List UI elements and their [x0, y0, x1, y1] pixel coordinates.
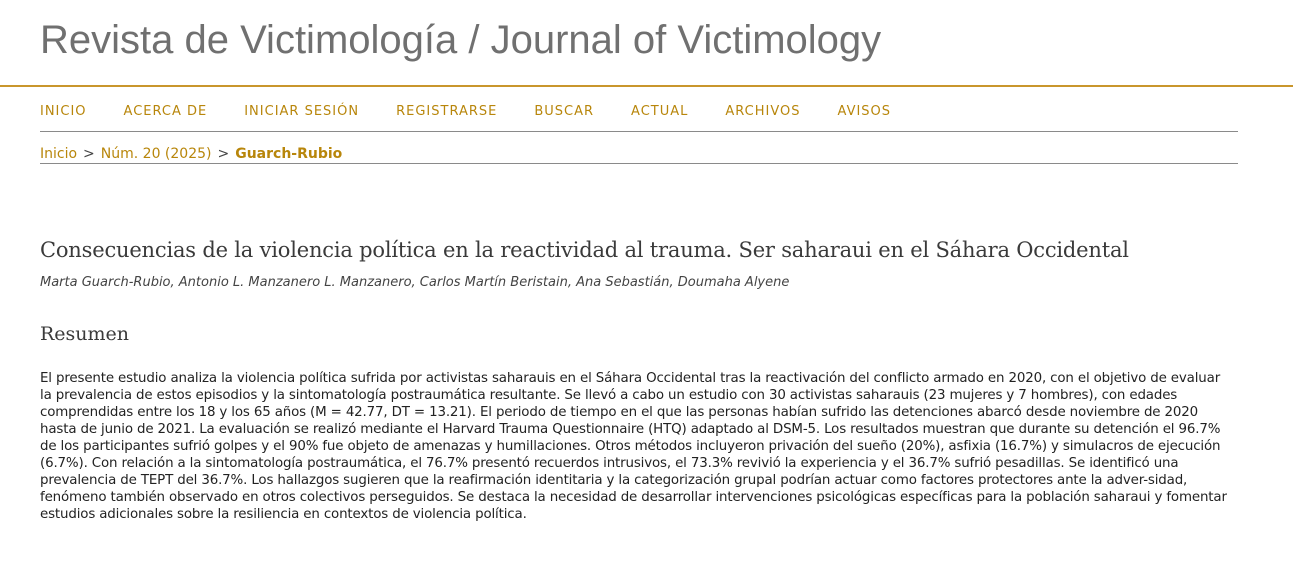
nav-item-archivos[interactable]: ARCHIVOS	[725, 104, 801, 119]
nav-item-registrarse[interactable]: REGISTRARSE	[396, 104, 498, 119]
site-title-link[interactable]: Revista de Victimología / Journal of Victimology	[40, 18, 882, 62]
breadcrumb-current: Guarch-Rubio	[235, 146, 343, 162]
nav-item-acerca-de[interactable]: ACERCA DE	[123, 104, 208, 119]
breadcrumb-home-link[interactable]: Inicio	[40, 146, 78, 162]
breadcrumb-separator: >	[83, 146, 95, 162]
nav-item-iniciar-sesion[interactable]: INICIAR SESIÓN	[244, 104, 360, 119]
breadcrumb	[40, 146, 1238, 164]
site-header	[0, 0, 1293, 87]
nav-item-avisos[interactable]: AVISOS	[837, 104, 892, 119]
breadcrumb-separator: >	[217, 146, 230, 162]
breadcrumb-issue-link[interactable]: Núm. 20 (2025)	[100, 146, 212, 162]
abstract-heading: Resumen	[40, 323, 130, 345]
main-nav	[40, 104, 1238, 132]
abstract-text: El presente estudio analiza la violencia política sufrida por activistas saharauis en el Sáhara Occidental tras la reactivación del conflicto armado en 2020, con el objetivo de evaluar la prevalencia de estos episodios y la sintomatología postraumática resultante. Se llevó a cabo un estudio con 30 activistas saharauis (23 mujeres y 7 hombres), con edades comprendidas entre los 18 y los 65 años (M = 42.77, DT = 13.21). El periodo de tiempo en el que las personas habían sufrido las detenciones abarcó desde noviembre de 2020 hasta de junio de 2021. La evaluación se realizó mediante el Harvard Trauma Questionnaire (HTQ) adaptado al DSM-5. Los resultados muestran que durante su detención el 96.7% de los participantes sufrió golpes y el 90% fue objeto de amenazas y humillaciones. Otros métodos incluyeron privación del sueño (20%), asfixia (16.7%) y simulacros de ejecución (6.7%). Con relación a la sintomatología postraumática, el 76.7% presentó recuerdos intrusivos, el 73.3% revivió la experiencia y el 36.7% sufrió pesadillas. Se identificó una prevalencia de TEPT del 36.7%. Los hallazgos sugieren que la reafirmación identitaria y la categorización grupal podrían actuar como factores protectores ante la adver-sidad, fenómeno también observado en otros colectivos perseguidos. Se destaca la necesidad de desarrollar intervenciones psicológicas específicas para la población saharaui y fomentar estudios adicionales sobre la resiliencia en contextos de violencia política.	[40, 371, 1227, 522]
nav-item-buscar[interactable]: BUSCAR	[534, 104, 595, 119]
nav-item-inicio[interactable]: INICIO	[40, 104, 87, 119]
article-title: Consecuencias de la violencia política en la reactividad al trauma. Ser saharaui en el Sáhara Occidental	[40, 238, 1129, 262]
nav-item-actual[interactable]: ACTUAL	[631, 104, 689, 119]
article-authors: Marta Guarch-Rubio, Antonio L. Manzanero L. Manzanero, Carlos Martín Beristain, Ana Sebastián, Doumaha Alyene	[40, 275, 790, 290]
